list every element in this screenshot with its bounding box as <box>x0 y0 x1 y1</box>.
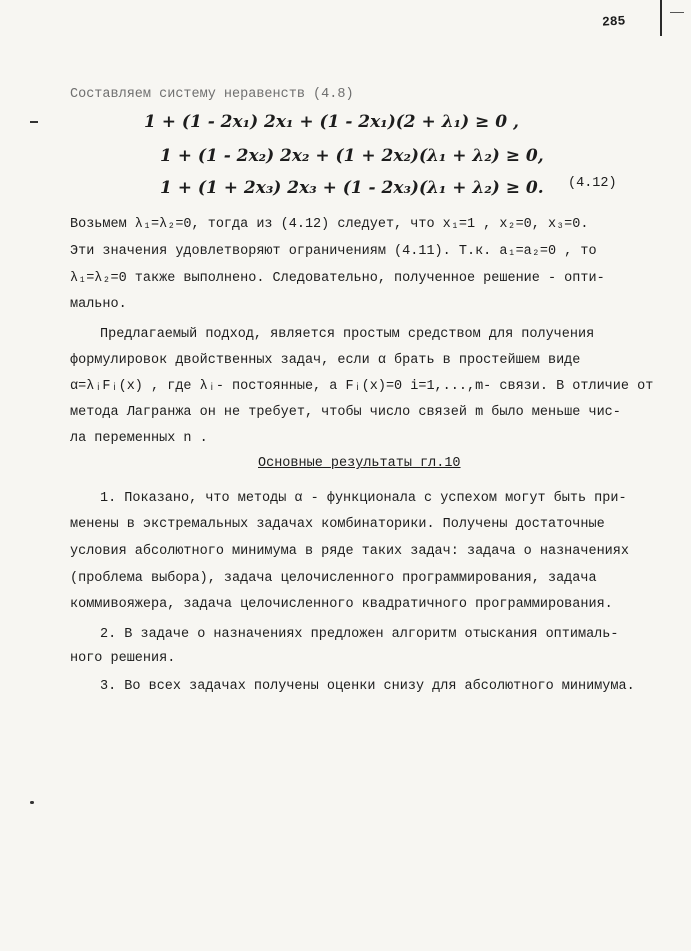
page-number: 285 <box>601 13 626 30</box>
equation-number: (4.12) <box>568 176 617 191</box>
para2-line4: метода Лагранжа он не требует, чтобы число связей m было меньше чис- <box>70 405 621 420</box>
intro-line: Составляем систему неравенств (4.8) <box>70 87 354 102</box>
result2-line1: 2. В задаче о назначениях предложен алгоритм отыскания оптималь- <box>100 627 619 642</box>
scan-edge-mark <box>660 0 662 36</box>
para2-line2: формулировок двойственных задач, если α брать в простейшем виде <box>70 353 581 368</box>
para2-line3: α=λᵢFᵢ(x) , где λᵢ- постоянные, а Fᵢ(x)=0 i=1,...,m- связи. В отличие от <box>70 379 654 394</box>
para1-line2: Эти значения удовлетворяют ограничениям (4.11). Т.к. a₁=a₂=0 , то <box>70 244 597 259</box>
result1-line4: (проблема выбора), задача целочисленного программирования, задача <box>70 571 597 586</box>
result3-line1: 3. Во всех задачах получены оценки снизу для абсолютного минимума. <box>100 679 635 694</box>
section-heading: Основные результаты гл.10 <box>258 456 461 471</box>
result1-line2: менены в экстремальных задачах комбинаторики. Получены достаточные <box>70 517 605 532</box>
formula-1: 1 + (1 - 2x₁) 2x₁ + (1 - 2x₁)(2 + λ₁) ≥ 0 , <box>144 112 519 132</box>
para1-line1: Возьмем λ₁=λ₂=0, тогда из (4.12) следует, что x₁=1 , x₂=0, x₃=0. <box>70 217 589 232</box>
para2-line1: Предлагаемый подход, является простым средством для получения <box>100 327 595 342</box>
formula-2: 1 + (1 - 2x₂) 2x₂ + (1 + 2x₂)(λ₁ + λ₂) ≥ 0, <box>160 146 544 166</box>
para2-line5: ла переменных n . <box>70 431 208 446</box>
margin-dot <box>30 801 34 804</box>
para1-line4: мально. <box>70 297 127 312</box>
result1-line5: коммивояжера, задача целочисленного квадратичного программирования. <box>70 597 613 612</box>
scan-edge-tick <box>670 12 684 13</box>
result1-line1: 1. Показано, что методы α - функционала с успехом могут быть при- <box>100 491 627 506</box>
para1-line3: λ₁=λ₂=0 также выполнено. Следовательно, полученное решение - опти- <box>70 271 605 286</box>
result1-line3: условия абсолютного минимума в ряде таких задач: задача о назначениях <box>70 544 629 559</box>
formula-3: 1 + (1 + 2x₃) 2x₃ + (1 - 2x₃)(λ₁ + λ₂) ≥ 0. <box>160 178 544 198</box>
result2-line2: ного решения. <box>70 651 176 666</box>
margin-dash <box>30 121 38 123</box>
